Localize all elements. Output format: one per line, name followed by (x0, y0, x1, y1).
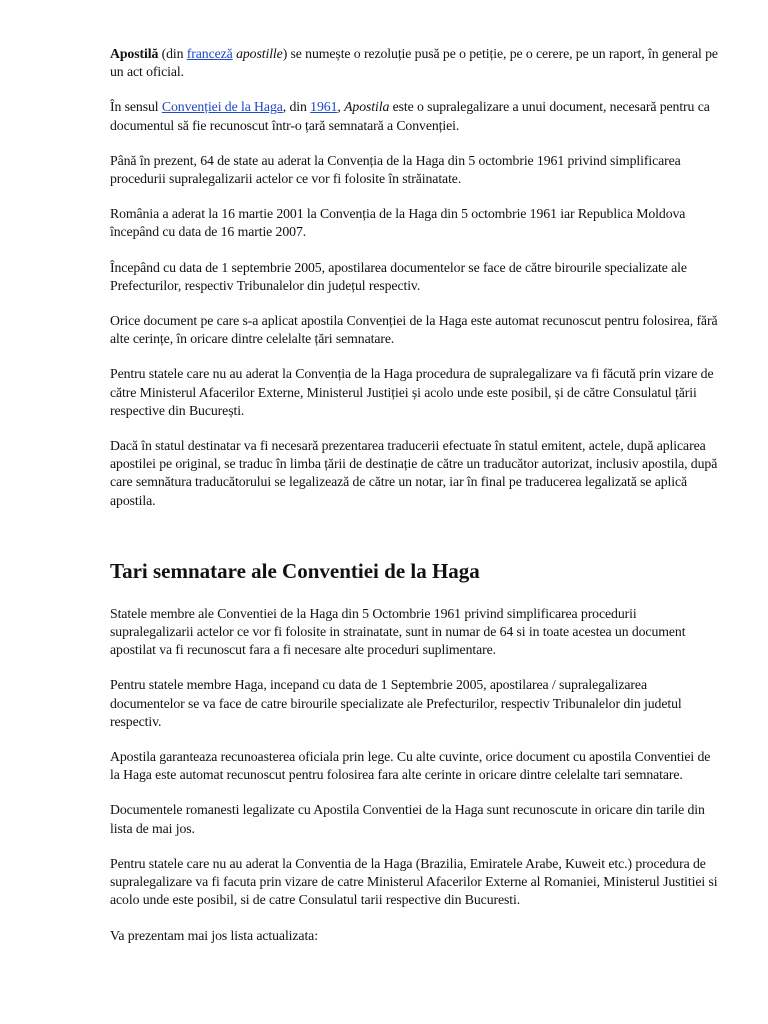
link-franceza[interactable]: franceză (186, 46, 233, 61)
intro-paragraph-prefecture: Începând cu data de 1 septembrie 2005, apostilarea documentelor se face de către birourile specializate ale Prefecturilor, respectiv Tribunalelor din județul respectiv. (110, 259, 687, 293)
section-paragraph-list-intro: Va prezentam mai jos lista actualizata: (110, 927, 318, 943)
term-apostila: Apostilă (110, 46, 159, 61)
document-page (110, 45, 720, 945)
intro-paragraph-convention: În sensul Convenției de la Haga, din 1961, Apostila este o supralegalizare a unui document, necesară pentru ca documentul să fie recunoscut într-o țară semnatară a Convenției. (110, 99, 710, 133)
section-paragraph-non-members: Pentru statele care nu au aderat la Conventia de la Haga (Brazilia, Emiratele Arabe, Kuweit etc.) procedura de supralegalizare va fi facuta prin vizare de catre Ministerul Afacerilor Externe al Romaniei, Ministerul Justitiei si acolo unde este posibil, si de catre Consulatul tarii respective din Bucuresti. (110, 855, 718, 908)
intro-paragraph-romania: România a aderat la 16 martie 2001 la Convenția de la Haga din 5 octombrie 1961 iar Republica Moldova începând cu data de 16 martie 2007. (110, 206, 686, 240)
apostila-italic: Apostila (344, 99, 390, 115)
section-paragraph-romanian-docs: Documentele romanesti legalizate cu Apostila Conventiei de la Haga sunt recunoscute in oricare din tarile din lista de mai jos. (110, 802, 705, 836)
intro-paragraph-translation: Dacă în statul destinatar va fi necesară prezentarea traducerii efectuate în statul emitent, actele, după aplicarea apostilei pe original, se traduc în limba țării de destinație de către un traducător autorizat, inclusiv apostila, după care semnătura traducătorului se legalizează de către un notar, iar în final pe traducerea legalizată se aplică apostila. (110, 438, 718, 508)
link-year-1961[interactable]: 1961 (310, 99, 338, 115)
intro-paragraph-definition: Apostilă (din franceză apostille) se numește o rezoluție pusă pe o petiție, pe o cerere, pe un raport, în general pe un act oficial. (110, 46, 718, 80)
french-term: apostille (236, 46, 283, 61)
section-paragraph-prefecture: Pentru statele membre Haga, incepand cu data de 1 Septembrie 2005, apostilarea / supralegalizarea documentelor se va face de catre birourile specializate ale Prefecturilor, respectiv Tribunalelor din judetul respectiv. (110, 677, 682, 729)
section-paragraph-members: Statele membre ale Conventiei de la Haga din 5 Octombrie 1961 privind simplificarea procedurii supralegalizarii actelor ce vor fi folosite in strainatate, sunt in numar de 64 si in toate acestea un document apostilat va fi recunoscut fara a fi necesare alte proceduri suplimentare. (110, 605, 686, 658)
intro-paragraph-recognition: Orice document pe care s-a aplicat apostila Convenției de la Haga este automat recunoscut pentru folosirea, fără alte cerințe, în oricare dintre celelalte țări semnatare. (110, 313, 718, 347)
section-heading: Tari semnatare ale Conventiei de la Haga (110, 558, 480, 583)
section-paragraph-guarantee: Apostila garanteaza recunoasterea oficiala prin lege. Cu alte cuvinte, orice document cu apostila Conventiei de la Haga este automat recunoscut pentru folosirea fara alte cerinte in oricare dintre celelalte tari semnatare. (110, 749, 711, 783)
intro-paragraph-states: Până în prezent, 64 de state au aderat la Convenția de la Haga din 5 octombrie 1961 privind simplificarea procedurii supralegalizarii actelor ce vor fi folosite în străinatate. (110, 152, 681, 187)
intro-paragraph-non-members: Pentru statele care nu au aderat la Convenția de la Haga procedura de supralegalizare va fi făcută prin vizare de către Ministerul Afacerilor Externe, Ministerul Justiției și acolo unde este posibil, și de către Consulatul țării respective din București. (110, 366, 714, 418)
link-conventia-haga[interactable]: Convenției de la Haga (161, 99, 283, 115)
